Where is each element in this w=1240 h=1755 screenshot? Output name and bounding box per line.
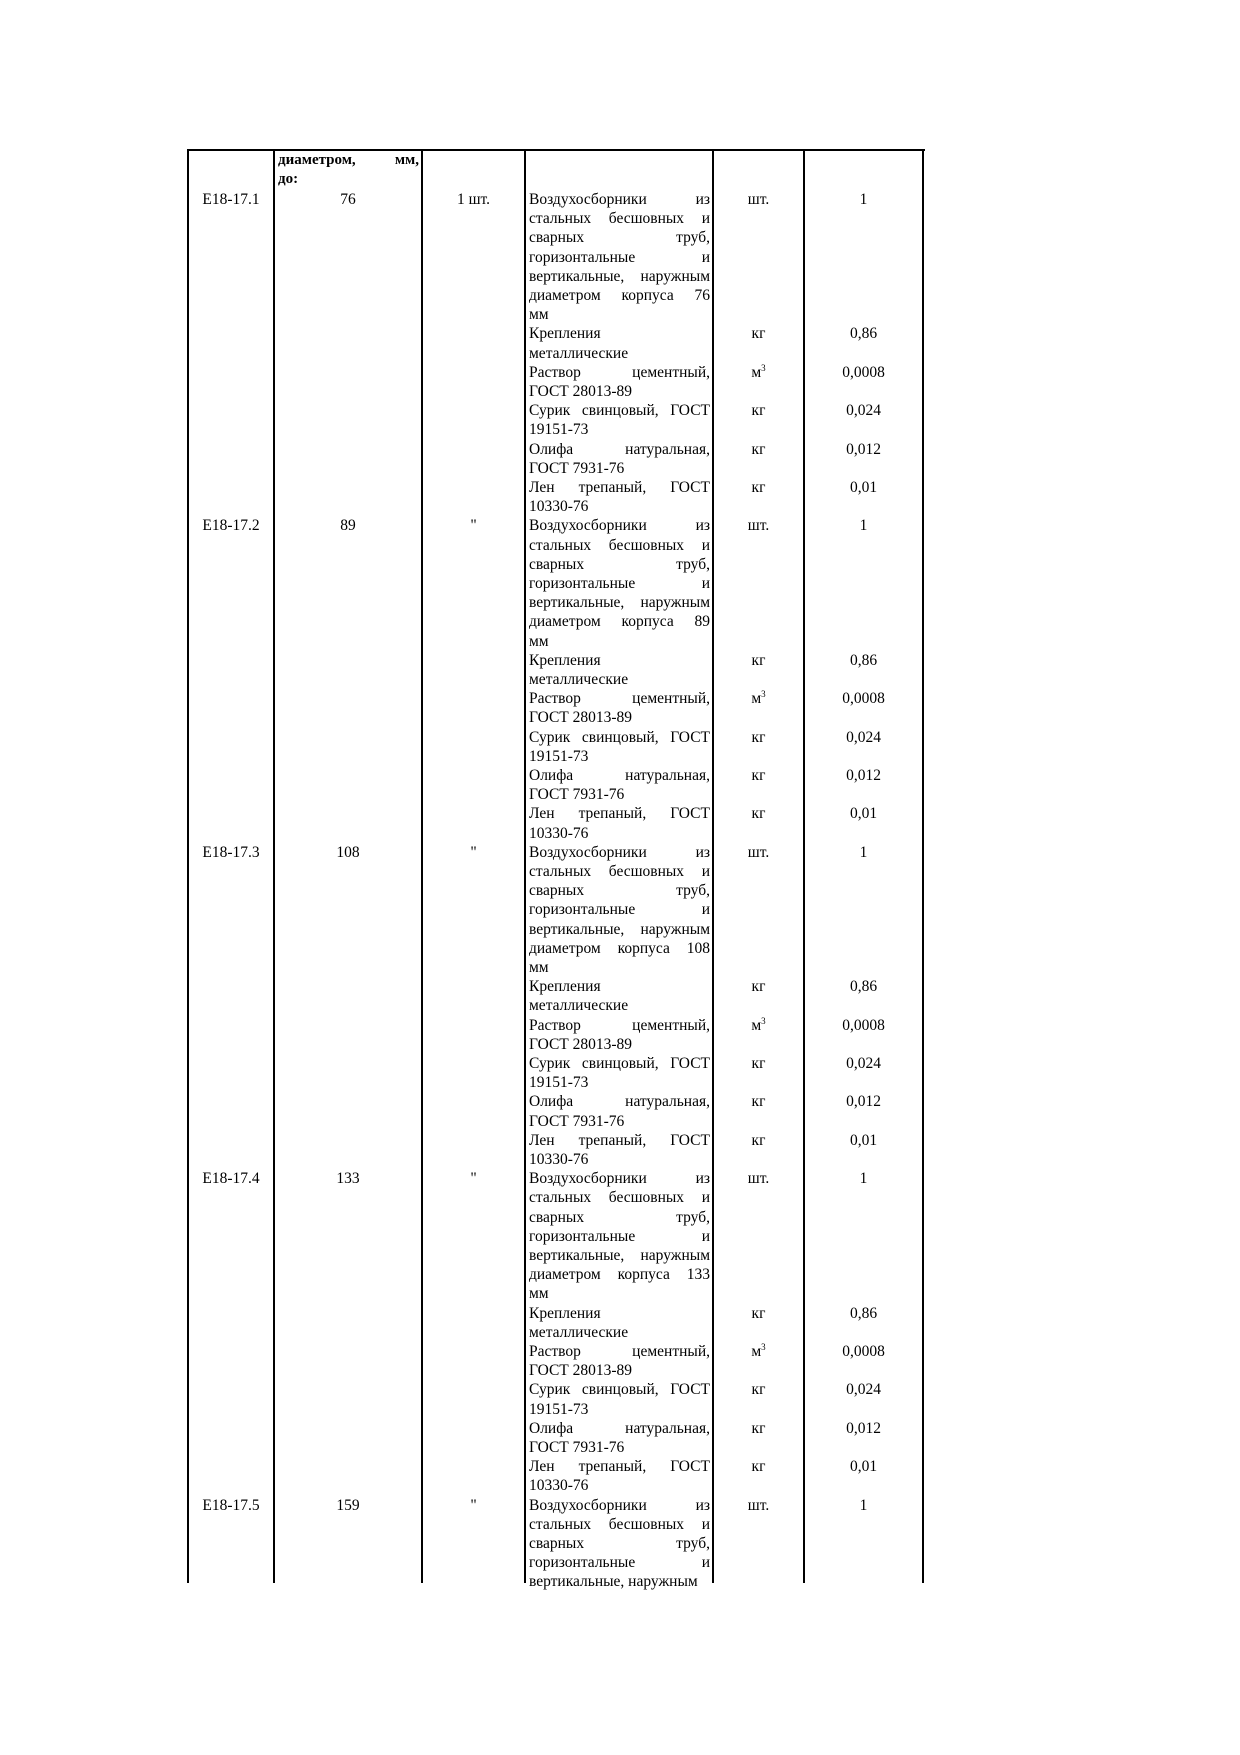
material-description-line: ГОСТ 7931-76: [529, 1439, 625, 1456]
material-description-line: сварных труб,: [529, 1208, 710, 1226]
material-description-line: сварных труб,: [529, 882, 710, 900]
material-description-line: Крепления: [529, 325, 601, 343]
material-description-line: Сурик свинцовый, ГОСТ: [529, 402, 710, 420]
material-quantity: 0,0008: [842, 690, 885, 708]
material-unit-text: кг: [751, 651, 766, 669]
material-description-line: вертикальные, наружным: [529, 1573, 698, 1591]
material-description-line: 19151-73: [529, 1074, 589, 1092]
material-unit: [714, 440, 803, 459]
resource-code: Е18-17.5: [202, 1496, 260, 1514]
material-unit-text: м: [751, 363, 762, 381]
material-unit: [714, 478, 803, 497]
material-unit: [714, 1380, 803, 1399]
material-unit-text: кг: [751, 1304, 766, 1322]
material-description-line: Олифа натуральная,: [529, 440, 710, 458]
material-description-line: горизонтальные и: [529, 248, 710, 266]
material-description-line: стальных бесшовных и: [529, 1515, 710, 1533]
material-description-line: горизонтальные и: [529, 1227, 710, 1245]
material-description-line: Раствор цементный,: [529, 1016, 710, 1034]
material-description-line: 10330-76: [529, 1151, 589, 1168]
column-border: [922, 149, 924, 1583]
material-description-line: ГОСТ 7931-76: [529, 459, 625, 477]
material-description-line: мм: [529, 959, 549, 976]
housing-diameter: 133: [336, 1170, 360, 1188]
material-unit-text: кг: [751, 325, 766, 343]
material-unit: [714, 728, 803, 747]
material-quantity: 0,012: [846, 1419, 881, 1437]
material-description-line: Олифа натуральная,: [529, 1419, 710, 1437]
material-unit: [714, 1092, 803, 1111]
material-unit: [714, 651, 803, 670]
material-unit-text: шт.: [747, 843, 770, 861]
material-quantity: 0,024: [846, 728, 881, 746]
material-unit-text: шт.: [747, 1170, 770, 1188]
material-description-line: металлические: [529, 997, 629, 1015]
material-description-line: металлические: [529, 671, 629, 688]
material-unit-text: м: [751, 1016, 762, 1034]
material-quantity: 1: [859, 191, 868, 208]
material-description-line: стальных бесшовных и: [529, 863, 710, 880]
material-description-line: ГОСТ 7931-76: [529, 786, 625, 804]
material-quantity: 1: [859, 843, 868, 861]
material-quantity: 0,01: [849, 805, 878, 823]
material-unit-text: кг: [751, 1419, 766, 1437]
column-border: [524, 149, 526, 1583]
material-description-line: горизонтальные и: [529, 575, 710, 592]
material-unit-text: кг: [751, 440, 766, 458]
material-unit: [714, 1342, 803, 1361]
material-unit-text: кг: [751, 1131, 766, 1149]
material-description-line: ГОСТ 28013-89: [529, 709, 633, 727]
material-quantity: 0,012: [846, 440, 881, 458]
material-description-line: Крепления: [529, 651, 601, 669]
material-unit: [714, 1419, 803, 1438]
material-quantity: 1: [859, 517, 868, 535]
material-unit: [714, 1496, 803, 1515]
material-unit: [714, 843, 803, 862]
material-description-line: Олифа натуральная,: [529, 1093, 710, 1111]
material-unit-text: кг: [751, 402, 766, 420]
material-quantity: 0,024: [846, 402, 881, 420]
material-description-line: горизонтальные и: [529, 1554, 710, 1572]
material-unit-text: шт.: [747, 191, 770, 208]
measure-unit-quantity: ": [470, 1496, 477, 1514]
material-quantity: 0,86: [849, 325, 878, 343]
material-unit: [714, 190, 803, 209]
material-unit-text: кг: [751, 1093, 766, 1111]
header-word-to: до:: [278, 171, 299, 187]
material-description-line: стальных бесшовных и: [529, 1189, 710, 1207]
resource-code: Е18-17.2: [202, 517, 260, 535]
material-description-line: вертикальные, наружным: [529, 267, 710, 285]
material-unit-text: кг: [751, 728, 766, 746]
material-quantity: 0,86: [849, 1304, 878, 1322]
material-quantity: 0,012: [846, 1093, 881, 1111]
material-unit: [714, 766, 803, 785]
material-unit: [714, 1054, 803, 1073]
material-quantity: 0,0008: [842, 1343, 885, 1360]
unit-exponent: 3: [761, 362, 766, 373]
material-description-line: ГОСТ 7931-76: [529, 1112, 625, 1130]
material-description-line: Лен трепаный, ГОСТ: [529, 1458, 710, 1476]
material-description-line: 19151-73: [529, 747, 589, 765]
material-unit: [714, 324, 803, 343]
material-unit: [714, 1304, 803, 1323]
material-description-line: Лен трепаный, ГОСТ: [529, 479, 710, 496]
material-unit-text: кг: [751, 1458, 766, 1476]
housing-diameter: 159: [336, 1496, 360, 1514]
material-unit-text: кг: [751, 978, 766, 996]
material-description-line: мм: [529, 632, 549, 650]
material-description-line: Воздухосборники из: [529, 517, 710, 535]
material-quantity: 0,0008: [842, 1016, 885, 1034]
material-unit: [714, 516, 803, 535]
resource-code: Е18-17.3: [202, 843, 260, 861]
material-description-line: металлические: [529, 1323, 629, 1341]
material-unit-text: кг: [751, 805, 766, 823]
material-description-line: ГОСТ 28013-89: [529, 1362, 633, 1380]
material-description-line: Крепления: [529, 1304, 601, 1322]
material-description-line: вертикальные, наружным: [529, 920, 710, 938]
material-unit: [714, 689, 803, 708]
table-header-underline: [187, 187, 274, 189]
column-border: [273, 149, 275, 1583]
material-description-line: Лен трепаный, ГОСТ: [529, 805, 710, 823]
material-unit-text: кг: [751, 767, 766, 784]
material-quantity: 0,024: [846, 1055, 881, 1072]
measure-unit-quantity: 1 шт.: [456, 191, 491, 208]
unit-exponent: 3: [761, 1342, 766, 1352]
material-description-line: Олифа натуральная,: [529, 767, 710, 784]
material-quantity: 0,01: [849, 1458, 878, 1476]
material-quantity: 1: [859, 1496, 868, 1514]
material-description-line: Раствор цементный,: [529, 1343, 710, 1360]
material-description-line: 10330-76: [529, 498, 589, 516]
material-quantity: 0,024: [846, 1381, 881, 1399]
material-quantity: 1: [859, 1170, 868, 1188]
material-unit: [714, 363, 803, 382]
material-description-line: диаметром корпуса 76: [529, 287, 710, 304]
material-description-line: 10330-76: [529, 824, 589, 842]
material-unit-text: кг: [751, 1055, 766, 1072]
material-description-line: ГОСТ 28013-89: [529, 383, 633, 400]
material-description-line: сварных труб,: [529, 555, 710, 573]
material-unit-text: м: [751, 690, 762, 708]
column-border: [421, 149, 423, 1583]
material-description-line: стальных бесшовных и: [529, 536, 710, 554]
housing-diameter: 108: [336, 843, 360, 861]
unit-exponent: 3: [761, 689, 766, 700]
material-unit-text: кг: [751, 1381, 766, 1399]
header-word-mm: мм,: [394, 152, 419, 168]
resource-code: Е18-17.4: [202, 1170, 260, 1188]
material-description-line: диаметром корпуса 133: [529, 1266, 710, 1284]
material-unit: [714, 1016, 803, 1035]
material-description-line: Воздухосборники из: [529, 1496, 710, 1514]
material-quantity: 0,01: [849, 1131, 878, 1149]
material-description-line: металлические: [529, 344, 629, 362]
material-quantity: 0,012: [846, 767, 881, 784]
housing-diameter: 89: [340, 517, 356, 535]
measure-unit-quantity: ": [470, 517, 477, 535]
material-unit: [714, 804, 803, 823]
material-description-line: Сурик свинцовый, ГОСТ: [529, 728, 710, 746]
unit-exponent: 3: [761, 1015, 766, 1026]
material-description-line: горизонтальные и: [529, 901, 710, 919]
material-description-line: диаметром корпуса 108: [529, 939, 710, 957]
material-unit: [714, 1169, 803, 1188]
material-description-line: Воздухосборники из: [529, 191, 710, 208]
material-unit-text: шт.: [747, 1496, 770, 1514]
material-quantity: 0,0008: [842, 363, 885, 381]
material-unit-text: м: [751, 1343, 762, 1360]
material-unit: [714, 977, 803, 996]
material-description-line: Крепления: [529, 978, 601, 996]
material-unit: [714, 1457, 803, 1476]
material-description-line: вертикальные, наружным: [529, 594, 710, 612]
material-description-line: Воздухосборники из: [529, 843, 710, 861]
material-description-line: стальных бесшовных и: [529, 210, 710, 228]
material-description-line: Воздухосборники из: [529, 1170, 710, 1188]
material-description-line: Раствор цементный,: [529, 690, 710, 708]
header-word-diameter: диаметром,: [278, 152, 356, 168]
material-description-line: мм: [529, 1285, 549, 1303]
material-description-line: Сурик свинцовый, ГОСТ: [529, 1055, 710, 1072]
material-quantity: 0,01: [849, 479, 878, 496]
material-description-line: 19151-73: [529, 421, 589, 439]
material-description-line: сварных труб,: [529, 1535, 710, 1552]
material-description-line: Лен трепаный, ГОСТ: [529, 1131, 710, 1149]
material-description-line: мм: [529, 306, 549, 324]
material-description-line: вертикальные, наружным: [529, 1247, 710, 1264]
column-header-diameter: [278, 151, 419, 189]
material-description-line: ГОСТ 28013-89: [529, 1035, 633, 1053]
material-unit: [714, 401, 803, 420]
measure-unit-quantity: ": [470, 843, 477, 861]
material-description-line: 10330-76: [529, 1477, 589, 1495]
material-description-line: Раствор цементный,: [529, 363, 710, 381]
material-unit: [714, 1131, 803, 1150]
material-quantity: 0,86: [849, 651, 878, 669]
material-unit-text: шт.: [747, 517, 770, 535]
column-border: [187, 149, 189, 1583]
material-description-line: диаметром корпуса 89: [529, 613, 710, 631]
material-unit-text: кг: [751, 479, 766, 496]
measure-unit-quantity: ": [470, 1170, 477, 1188]
material-quantity: 0,86: [849, 978, 878, 996]
material-description-line: 19151-73: [529, 1400, 589, 1418]
material-description-line: сварных труб,: [529, 229, 710, 247]
material-description-line: Сурик свинцовый, ГОСТ: [529, 1381, 710, 1399]
resource-code: Е18-17.1: [202, 191, 260, 208]
housing-diameter: 76: [340, 191, 356, 208]
